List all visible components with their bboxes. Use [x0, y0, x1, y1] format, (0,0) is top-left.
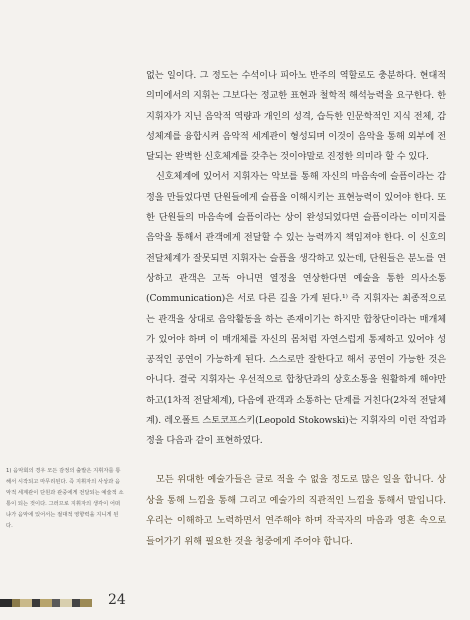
color-bar-segment: [32, 599, 40, 607]
footnote: 1) 음악회의 경우 모든 감정의 출발은 지휘자를 통해서 시작되고 마무리된다. 즉 지휘자의 사상과 음악적 세계관이 단원과 관중에게 전달되는 예술적 소통이 되는 것이다. 그러므로 지휘자의 생각이 어떠냐가 음악에 있어서는 절대적 영향력을 지니게 된다.: [6, 468, 124, 529]
color-bar-segment: [12, 599, 20, 607]
color-bar-segment: [20, 599, 32, 607]
page-number: 24: [108, 592, 126, 608]
color-bar-segment: [72, 599, 80, 607]
color-bar-segment: [0, 599, 12, 607]
main-text: [146, 66, 446, 452]
quote: [146, 470, 446, 552]
color-bar-segment: [60, 599, 72, 607]
color-bar-segment: [40, 599, 52, 607]
decorative-color-bar: [0, 599, 92, 607]
paragraph-2: 신호체계에 있어서 지휘자는 악보를 통해 자신의 마음속에 슬픔이라는 감정을 만들었다면 단원들에게 슬픔을 이해시키는 표현능력이 있어야 한다. 또한 단원들의 마음속에 슬픔이라는 상이 완성되었다면 슬픔이라는 이미지를 음악을 통해서 관객에게 전달할 수 있는 능력까지 책임져야 한다. 이 신호의 전달체계가 잘못되면 지휘자는 슬픔을 생각하고 있는데, 단원들은 분노를 연상하고 관객은 고독 아니면 열정을 연상한다면 예술을 통한 의사소통(Communication)은 서로 다른 길을 가게 된다.¹⁾ 즉 지휘자는 최종적으로는 관객을 상대로 음악활동을 하는 존재이기는 하지만 합창단이라는 매개체가 있어야 하며 이 매개체를 자신의 몸처럼 자연스럽게 통제하고 있어야 성공적인 공연이 가능하게 된다. 스스로만 잘한다고 해서 공연이 가능한 것은 아니다. 결국 지휘자는 우선적으로 합창단과의 상호소통을 원활하게 해야만 하고(1차적 전달체계), 다음에 관객과 소통하는 단계를 거친다(2차적 전달체계). 레오폴트 스토코프스키(Leopold Stokowski)는 지휘자의 이런 작업과정을 다음과 같이 표현하였다.: [146, 171, 446, 447]
color-bar-segment: [52, 599, 60, 607]
quote-text: 모든 위대한 예술가들은 글로 적을 수 없을 정도로 많은 일을 합니다. 상상을 통해 느낌을 통해 그리고 예술가의 직관적인 느낌을 통해서 말입니다. 우리는 이해하고 노력하면서 연주해야 하며 작곡자의 마음과 영혼 속으로 들어가기 위해 필요한 것을 청중에게 주어야 합니다.: [146, 474, 446, 547]
color-bar-segment: [80, 599, 92, 607]
paragraph-1: 없는 일이다. 그 정도는 수석이나 피아노 반주의 역할로도 충분하다. 현대적 의미에서의 지휘는 그보다는 정교한 표현과 철학적 해석능력을 요구한다. 한 지휘자가 지닌 음악적 역량과 개인의 성격, 습득한 인문학적인 지식 전체, 감성체계를 융합시켜 음악적 세계관이 형성되며 이것이 음악을 통해 외부에 전달되는 완벽한 신호체계를 갖추는 것이야말로 진정한 의미라 할 수 있다.: [146, 70, 446, 163]
